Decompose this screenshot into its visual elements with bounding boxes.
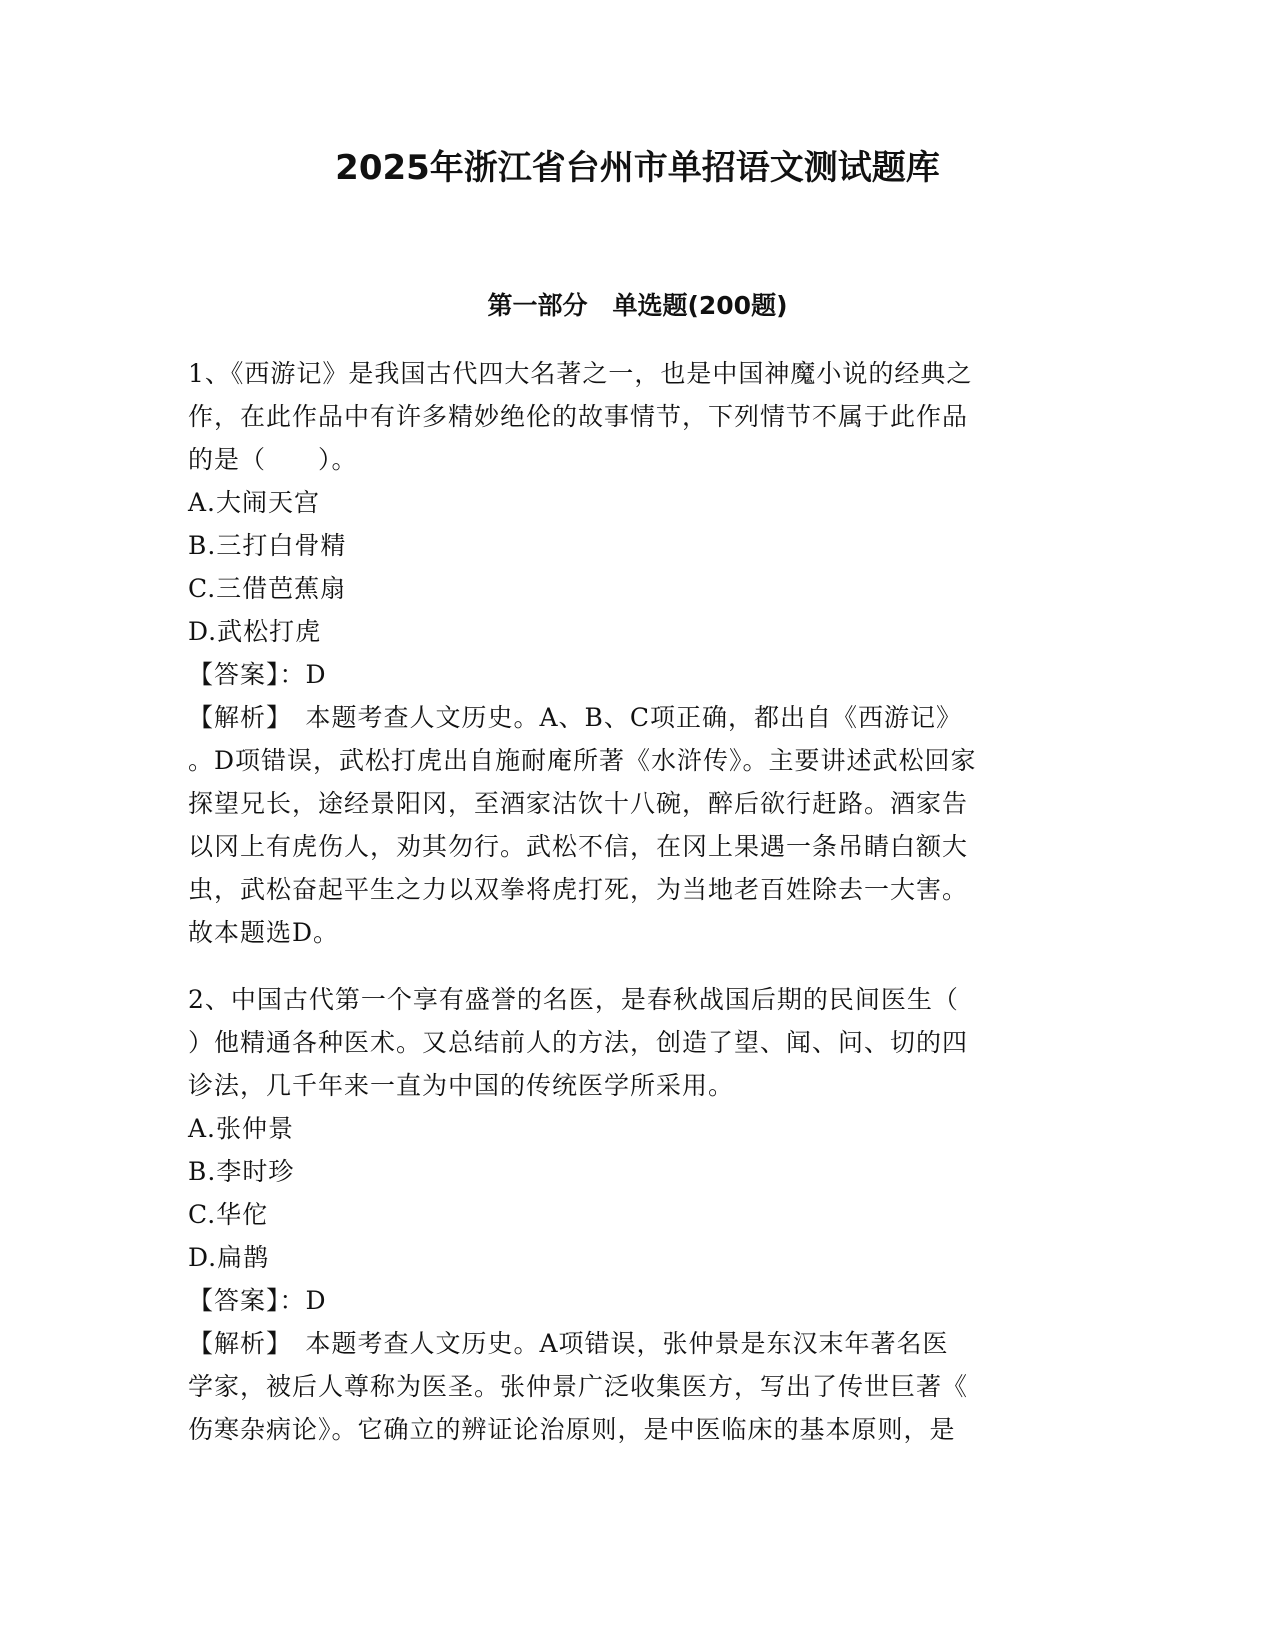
analysis-line: 虫，武松奋起平生之力以双拳将虎打死，为当地老百姓除去一大害。 [188, 875, 969, 904]
question-2 [188, 978, 1088, 1451]
question-stem [188, 978, 1088, 1107]
option-list [188, 1107, 1088, 1279]
stem-line: 作，在此作品中有许多精妙绝伦的故事情节，下列情节不属于此作品 [188, 402, 969, 431]
section-heading: 第一部分 单选题(200题) [487, 291, 788, 320]
stem-line: 诊法，几千年来一直为中国的传统医学所采用。 [188, 1071, 735, 1100]
stem-line: 1、《西游记》是我国古代四大名著之一，也是中国神魔小说的经典之 [188, 359, 973, 388]
analysis-line: 伤寒杂病论》。它确立的辨证论治原则，是中医临床的基本原则，是 [188, 1415, 956, 1444]
stem-line: 的是（ ）。 [188, 445, 358, 474]
analysis-line: 学家，被后人尊称为医圣。张仲景广泛收集医方，写出了传世巨著《 [188, 1372, 969, 1401]
analysis-line: 【解析】 本题考查人文历史。A项错误，张仲景是东汉末年著名医 [188, 1329, 949, 1358]
option-b: B.李时珍 [188, 1157, 295, 1186]
analysis-line: 。D项错误，武松打虎出自施耐庵所著《水浒传》。主要讲述武松回家 [188, 746, 977, 775]
option-list [188, 481, 1088, 653]
stem-line: ）他精通各种医术。又总结前人的方法，创造了望、闻、问、切的四 [188, 1028, 969, 1057]
analysis-line: 【解析】 本题考查人文历史。A、B、C项正确，都出自《西游记》 [188, 703, 963, 732]
option-d: D.扁鹊 [188, 1243, 270, 1272]
answer-line: 【答案】：D [188, 660, 327, 689]
question-stem [188, 352, 1088, 481]
question-1 [188, 352, 1088, 954]
document-title: 2025年浙江省台州市单招语文测试题库 [335, 148, 940, 188]
analysis [188, 1322, 1088, 1451]
option-c: C.华佗 [188, 1200, 269, 1229]
option-d: D.武松打虎 [188, 617, 322, 646]
option-a: A.大闹天宫 [188, 488, 321, 517]
option-c: C.三借芭蕉扇 [188, 574, 347, 603]
answer-line: 【答案】：D [188, 1286, 327, 1315]
analysis-line: 以冈上有虎伤人，劝其勿行。武松不信，在冈上果遇一条吊睛白额大 [188, 832, 969, 861]
stem-line: 2、中国古代第一个享有盛誉的名医，是春秋战国后期的民间医生（ [188, 985, 959, 1014]
analysis-line: 探望兄长，途经景阳冈，至酒家沽饮十八碗，醉后欲行赶路。酒家告 [188, 789, 969, 818]
option-b: B.三打白骨精 [188, 531, 347, 560]
analysis [188, 696, 1088, 954]
analysis-line: 故本题选D。 [188, 918, 340, 947]
option-a: A.张仲景 [188, 1114, 295, 1143]
